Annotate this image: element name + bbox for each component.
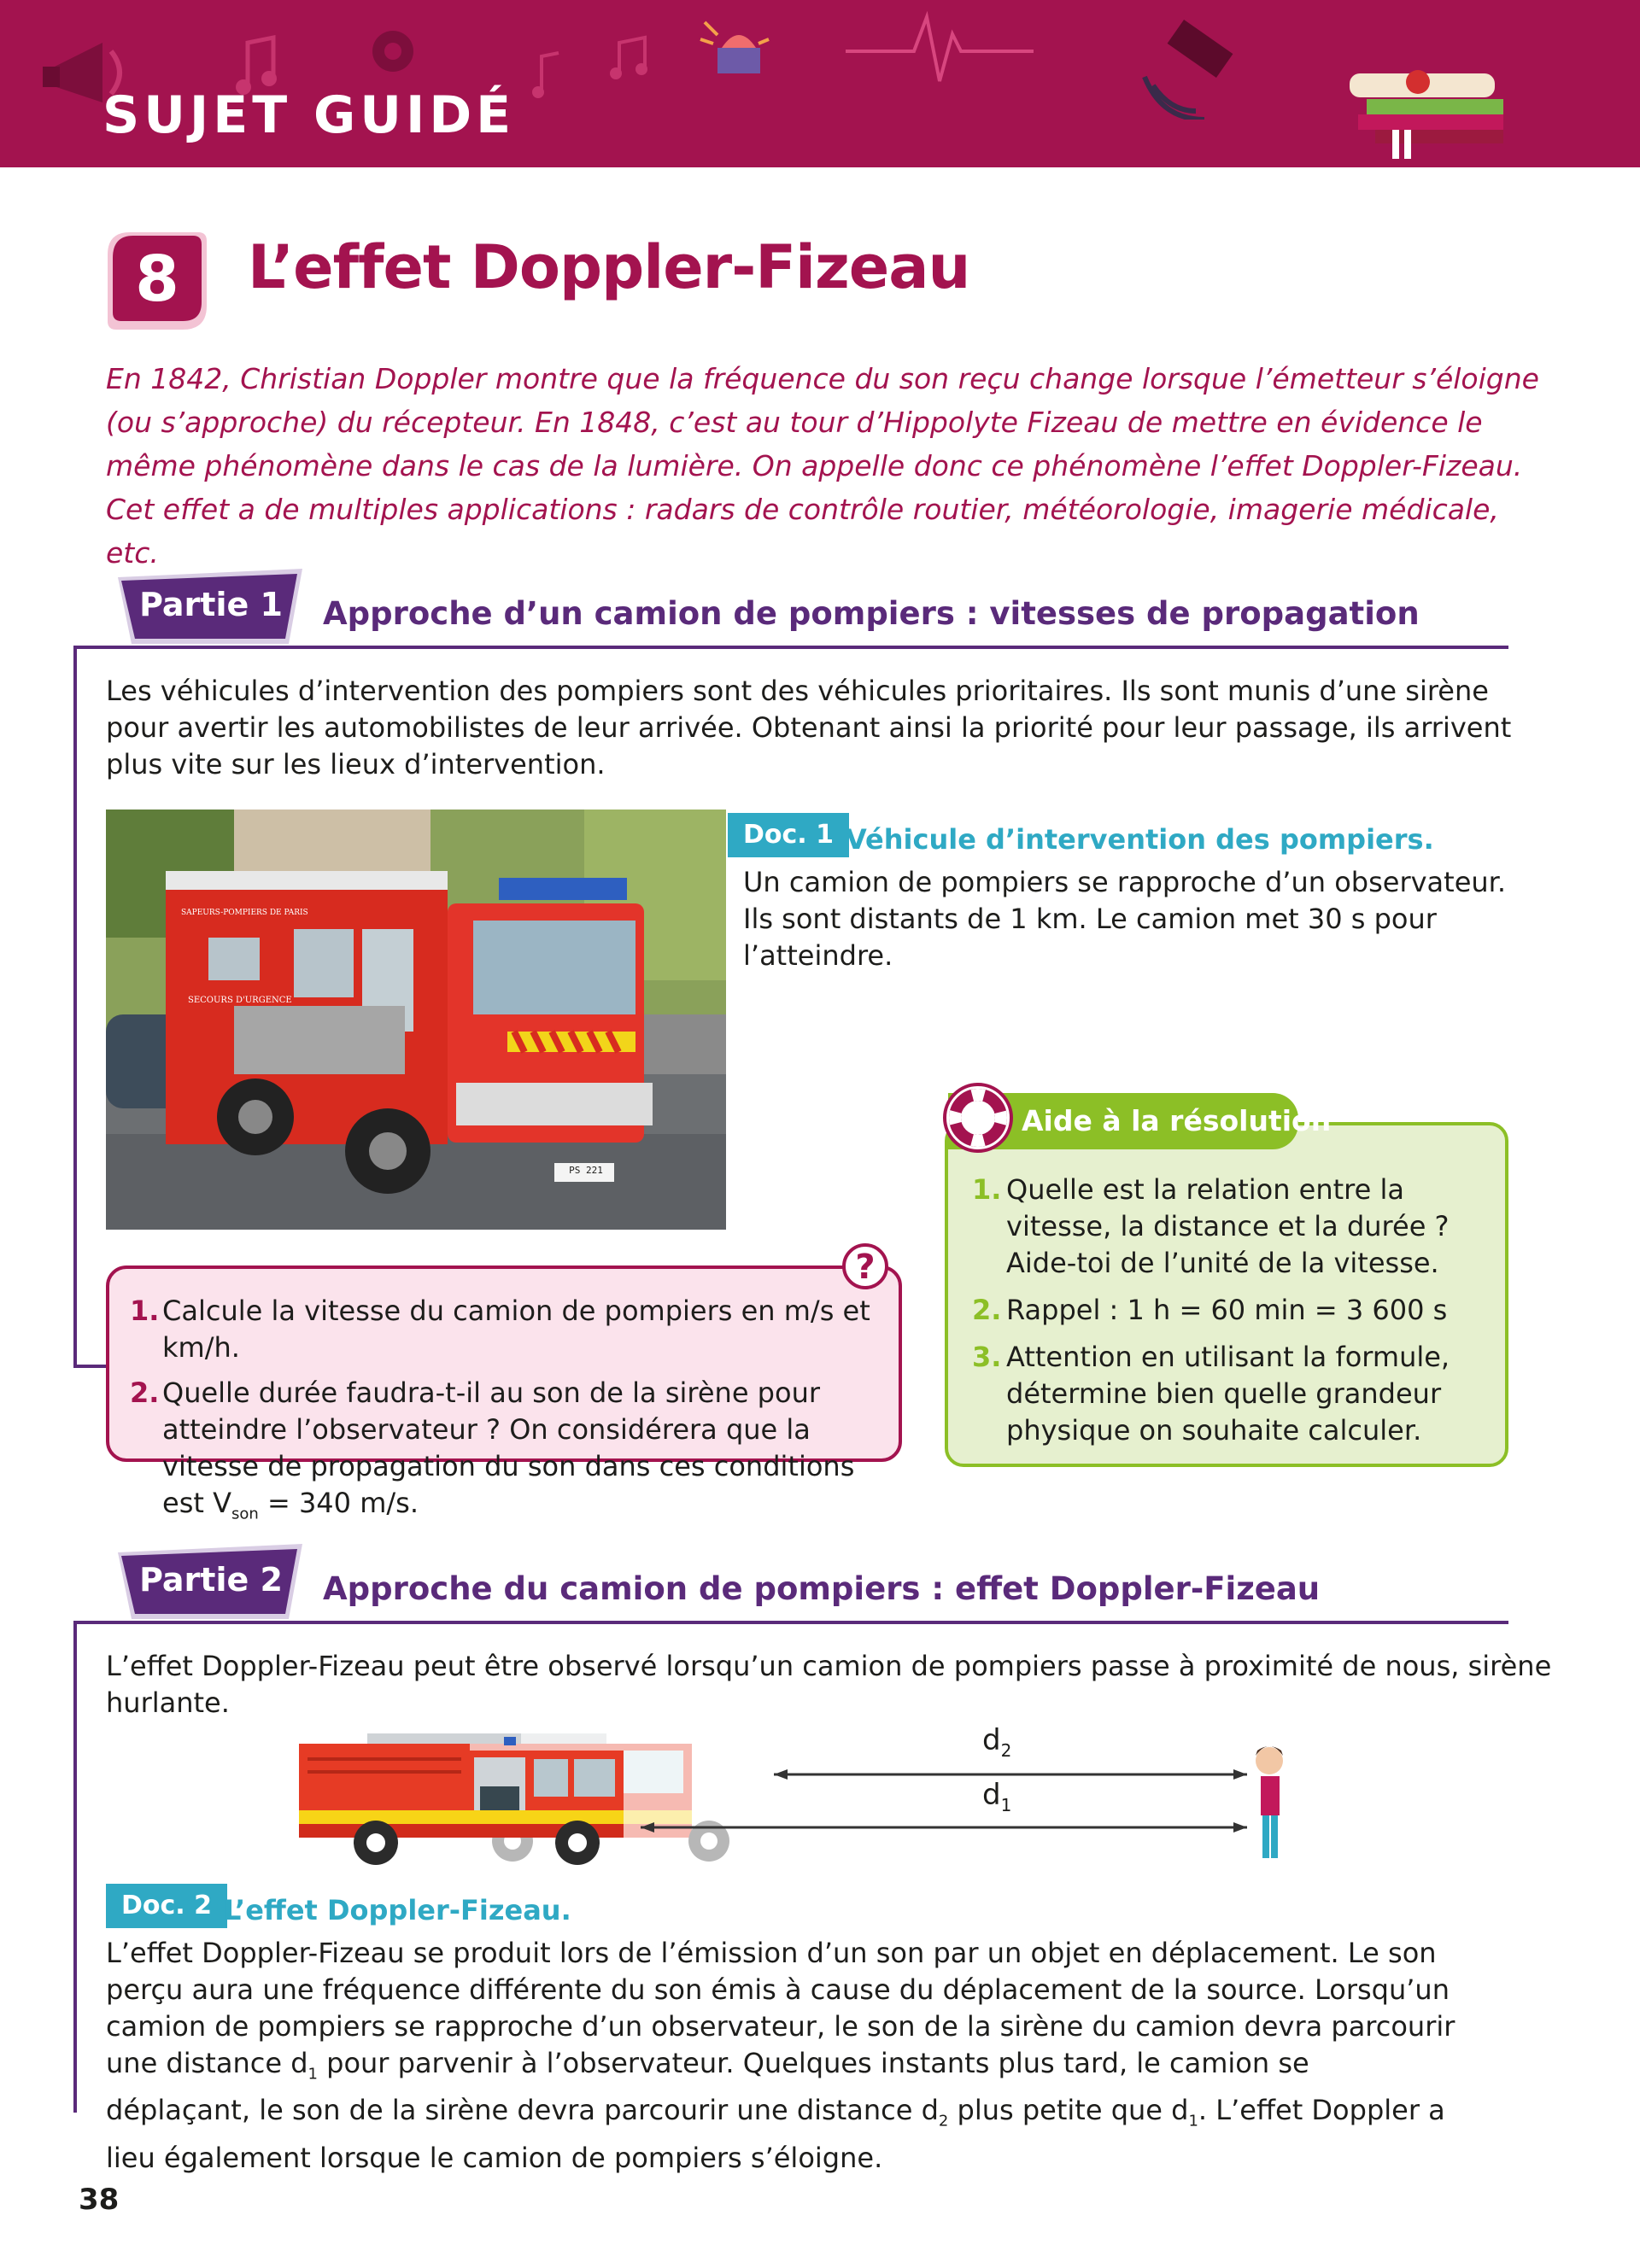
aide-resolution-title: Aide à la résolution	[1022, 1104, 1332, 1137]
question-text: Calcule la vitesse du camion de pompiers en m/s et km/h.	[162, 1295, 870, 1364]
aide-item	[972, 1172, 1493, 1282]
distance-d1-label	[982, 1778, 1011, 1815]
partie-1-heading: Approche d’un camion de pompiers : vitesses de propagation	[323, 595, 1420, 632]
doc-1-title: Véhicule d’intervention des pompiers.	[846, 823, 1434, 856]
aide-item-number: 3.	[972, 1341, 1002, 1373]
question-number: 1.	[130, 1295, 160, 1327]
d2-letter: d	[982, 1723, 1001, 1757]
truck-side-text: SECOURS D'URGENCE	[188, 996, 292, 1005]
satellite-icon	[1136, 17, 1256, 120]
aide-item-number: 2.	[972, 1294, 1002, 1326]
partie-2-text: L’effet Doppler-Fizeau peut être observé lorsqu’un camion de pompiers passe à proximité de nous, sirène hurlante.	[106, 1650, 1552, 1719]
partie-1-bottom-tick	[73, 1365, 108, 1368]
partie-1-tab	[113, 565, 309, 644]
partie-2-left-rule	[73, 1621, 77, 2113]
question-mark-icon: ?	[842, 1243, 888, 1289]
d2-subscript: 2	[1000, 1739, 1012, 1761]
doc-2-text-part: plus petite que d	[948, 2094, 1189, 2127]
question-text-part: = 340 m/s.	[258, 1487, 419, 1519]
header-band	[0, 0, 1640, 167]
music-note-icon	[530, 51, 564, 102]
partie-1-left-rule	[73, 646, 77, 1368]
questions-list	[130, 1293, 890, 1532]
doc-2-text-part: L’effet Doppler-Fizeau se produit lors de l’émission d’un son par un objet en déplacement. Le son perçu aura une fréquence différente du son émis à cause du déplacement de la source. Lorsqu’un camion de pompiers se rapproche d’un observateur, le son de la sirène du camion devra parcourir une distance d	[106, 1937, 1456, 2079]
fire-truck-photo	[106, 810, 726, 1230]
subscript-son: son	[231, 1505, 259, 1523]
doc-2-text	[106, 1935, 1456, 2177]
partie-2-underline	[73, 1621, 1508, 1624]
music-note-icon	[606, 34, 658, 85]
question-text-part: Quelle durée faudra-t-il au son de la sirène pour atteindre l’observateur ? On considérera que la vitesse de propagation du son dans ces conditions est V	[162, 1377, 855, 1519]
chapter-number-badge	[104, 229, 210, 333]
chapter-number: 8	[135, 243, 179, 316]
partie-1-label: Partie 1	[139, 586, 283, 623]
question-number: 2.	[130, 1377, 160, 1409]
chapter-intro: En 1842, Christian Doppler montre que la fréquence du son reçu change lorsque l’émetteur s’éloigne (ou s’approche) du récepteur. En 1848, c’est au tour d’Hippolyte Fizeau de mettre en évidence le même phénomène dans le cas de la lumière. On appelle donc ce phénomène l’effet Doppler-Fizeau. Cet effet a de multiples applications : radars de contrôle routier, météorologie, imagerie médicale, etc.	[106, 362, 1539, 570]
aide-list	[972, 1172, 1493, 1449]
distance-d2-label	[982, 1723, 1011, 1761]
doc-2-text-part: pour parvenir à l’observateur. Quelques instants plus tard, le camion se déplaçant, le son de la sirène devra parcourir une distance d	[106, 2047, 1309, 2127]
aide-item	[972, 1292, 1493, 1329]
partie-1-text: Les véhicules d’intervention des pompiers sont des véhicules prioritaires. Ils sont munis d’une sirène pour avertir les automobilistes de leur arrivée. Obtenant ainsi la priorité pour leur passage, ils arrivent plus vite sur les lieux d’intervention.	[106, 675, 1512, 780]
gear-icon	[359, 17, 427, 85]
books-diploma-icon	[1341, 48, 1520, 159]
truck-plate-text: PS 221	[569, 1165, 603, 1176]
header-title: SUJET GUIDÉ	[102, 85, 516, 145]
question-text	[162, 1375, 890, 1532]
doppler-diagram	[299, 1708, 1307, 1870]
doc-2-title: L’effet Doppler-Fizeau.	[224, 1894, 571, 1926]
partie-1-underline	[73, 646, 1508, 649]
d1-subscript: 1	[1000, 1794, 1012, 1815]
doc-1-text: Un camion de pompiers se rapproche d’un observateur. Ils sont distants de 1 km. Le camion met 30 s pour l’atteindre.	[743, 866, 1507, 972]
subscript: 1	[1188, 2112, 1198, 2131]
subscript: 2	[938, 2112, 949, 2131]
partie-2-tab	[113, 1540, 309, 1619]
partie-2-label: Partie 2	[139, 1561, 283, 1599]
partie-2-heading: Approche du camion de pompiers : effet Doppler-Fizeau	[323, 1570, 1321, 1607]
aide-item-number: 1.	[972, 1173, 1002, 1206]
question-item	[130, 1293, 890, 1366]
doc-2-badge: Doc. 2	[106, 1884, 227, 1928]
page-number: 38	[79, 2183, 120, 2217]
question-item	[130, 1375, 890, 1532]
siren-icon	[692, 14, 777, 91]
aide-item-text: Quelle est la relation entre la vitesse, la distance et la durée ? Aide-toi de l’unité de la vitesse.	[1006, 1173, 1450, 1279]
aide-item-text: Rappel : 1 h = 60 min = 3 600 s	[1006, 1294, 1448, 1326]
aide-item	[972, 1339, 1493, 1449]
d1-letter: d	[982, 1778, 1001, 1812]
chapter-title: L’effet Doppler-Fizeau	[248, 232, 970, 302]
doc-2-text-part: . L’effet Doppler a lieu également lorsque le camion de pompiers s’éloigne.	[106, 2094, 1445, 2174]
subscript: 1	[308, 2065, 318, 2084]
heartbeat-line-icon	[846, 9, 1034, 85]
doc-1-badge: Doc. 1	[728, 813, 849, 857]
truck-door-text: SAPEURS-POMPIERS DE PARIS	[181, 909, 308, 917]
lifebuoy-icon	[943, 1083, 1013, 1153]
aide-item-text: Attention en utilisant la formule, détermine bien quelle grandeur physique on souhaite calculer.	[1006, 1341, 1450, 1447]
